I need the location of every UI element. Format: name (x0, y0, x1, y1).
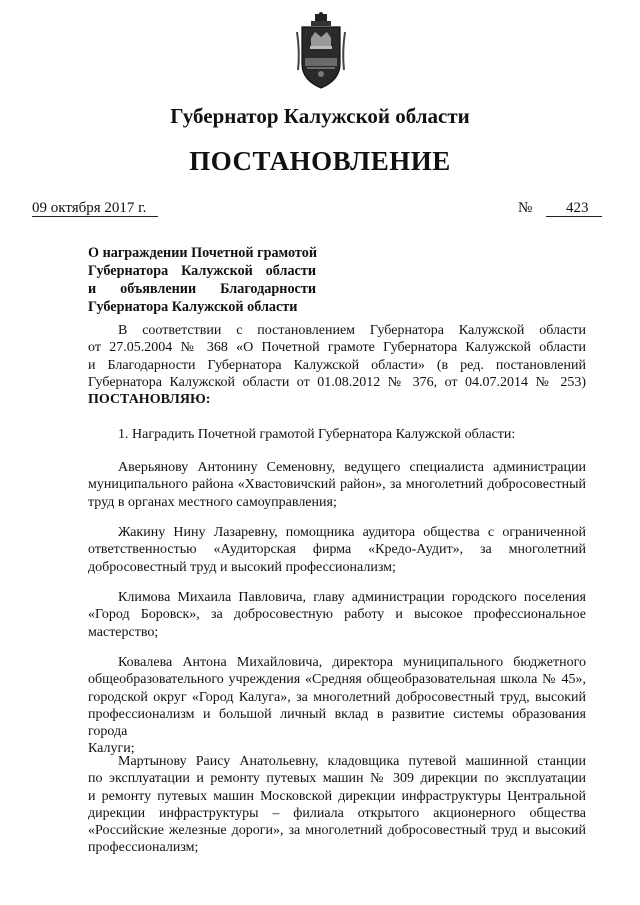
awardee-line: труд в органах местного самоуправления; (88, 494, 337, 510)
awardee-line: «Российские железные дороги», за многолетний добросовестный труд и высокий (88, 823, 586, 839)
awardee-line: «Город Боровск», за добросовестную работу и высокое профессиональное (88, 607, 586, 623)
awardee-paragraph (88, 753, 586, 857)
preamble-line: Губернатора Калужской области от 01.08.2012 № 376, от 04.07.2014 № 253) (88, 374, 586, 390)
number-sign: № (518, 200, 533, 216)
awardee-line: Мартынову Раису Анатольевну, кладовщика путевой машинной станции (118, 754, 586, 769)
awardee-line: Калуги; (88, 741, 135, 757)
subject-line: О награждении Почетной грамотой (88, 245, 317, 261)
issuing-authority: Губернатор Калужской области (170, 104, 470, 128)
awardee-paragraph (88, 654, 586, 758)
awardee-line: Климова Михаила Павловича, главу администрации городского поселения (118, 590, 586, 605)
preamble-line: от 27.05.2004 № 368 «О Почетной грамоте Губернатора Калужской области (88, 340, 586, 356)
date-underline (32, 216, 158, 217)
subject-line: Губернатора Калужской области (88, 263, 316, 279)
awardee-line: ответственностью «Аудиторская фирма «Кредо-Аудит», за многолетний (88, 542, 586, 558)
decree-word: ПОСТАНОВЛЯЮ: (88, 392, 211, 408)
awardee-line: городской округ «Город Калуга», за многолетний добросовестный труд, высокий (88, 689, 586, 705)
coat-of-arms-emblem (294, 12, 348, 92)
number-underline (546, 216, 602, 217)
awardee-line: профессионализм и большой личный вклад в развитие системы образования города (88, 706, 586, 740)
item-1-heading (88, 426, 586, 443)
awardee-line: дирекции инфраструктуры – филиала открытого акционерного общества (88, 805, 586, 821)
subject-line: и объявлении Благодарности (88, 281, 316, 297)
awardee-line: общеобразовательного учреждения «Средняя общеобразовательная школа № 45», (88, 672, 586, 688)
awardee-line: Аверьянову Антонину Семеновну, ведущего специалиста администрации (118, 460, 586, 475)
awardee-paragraph (88, 459, 586, 511)
awardee-line: Ковалева Антона Михайловича, директора муниципального бюджетного (118, 655, 586, 670)
document-type-title: ПОСТАНОВЛЕНИЕ (189, 146, 451, 176)
awardee-line: и ремонту путевых машин Московской дирекции инфраструктуры Центральной (88, 788, 586, 804)
preamble-line: и Благодарности Губернатора Калужской области» (в ред. постановлений (88, 357, 586, 373)
awardee-paragraph (88, 524, 586, 576)
awardee-line: профессионализм; (88, 840, 199, 856)
awardee-line: по эксплуатации и ремонту путевых машин № 309 дирекции по эксплуатации (88, 771, 586, 787)
subject-line: Губернатора Калужской области (88, 299, 298, 315)
preamble-paragraph (88, 322, 586, 408)
document-number: 423 (566, 200, 589, 216)
document-subject (88, 244, 316, 316)
item-1-text: 1. Наградить Почетной грамотой Губернатора Калужской области: (118, 427, 516, 442)
awardee-line: добросовестный труд и высокий профессионализм; (88, 559, 396, 575)
awardee-line: муниципального района «Хвастовичский район», за многолетний добросовестный (88, 477, 586, 493)
awardee-paragraph (88, 589, 586, 641)
document-date: 09 октября 2017 г. (32, 200, 147, 216)
awardee-line: Жакину Нину Лазаревну, помощника аудитора общества с ограниченной (118, 525, 586, 540)
preamble-line: В соответствии с постановлением Губернатора Калужской области (118, 323, 586, 338)
awardee-line: мастерство; (88, 624, 159, 640)
